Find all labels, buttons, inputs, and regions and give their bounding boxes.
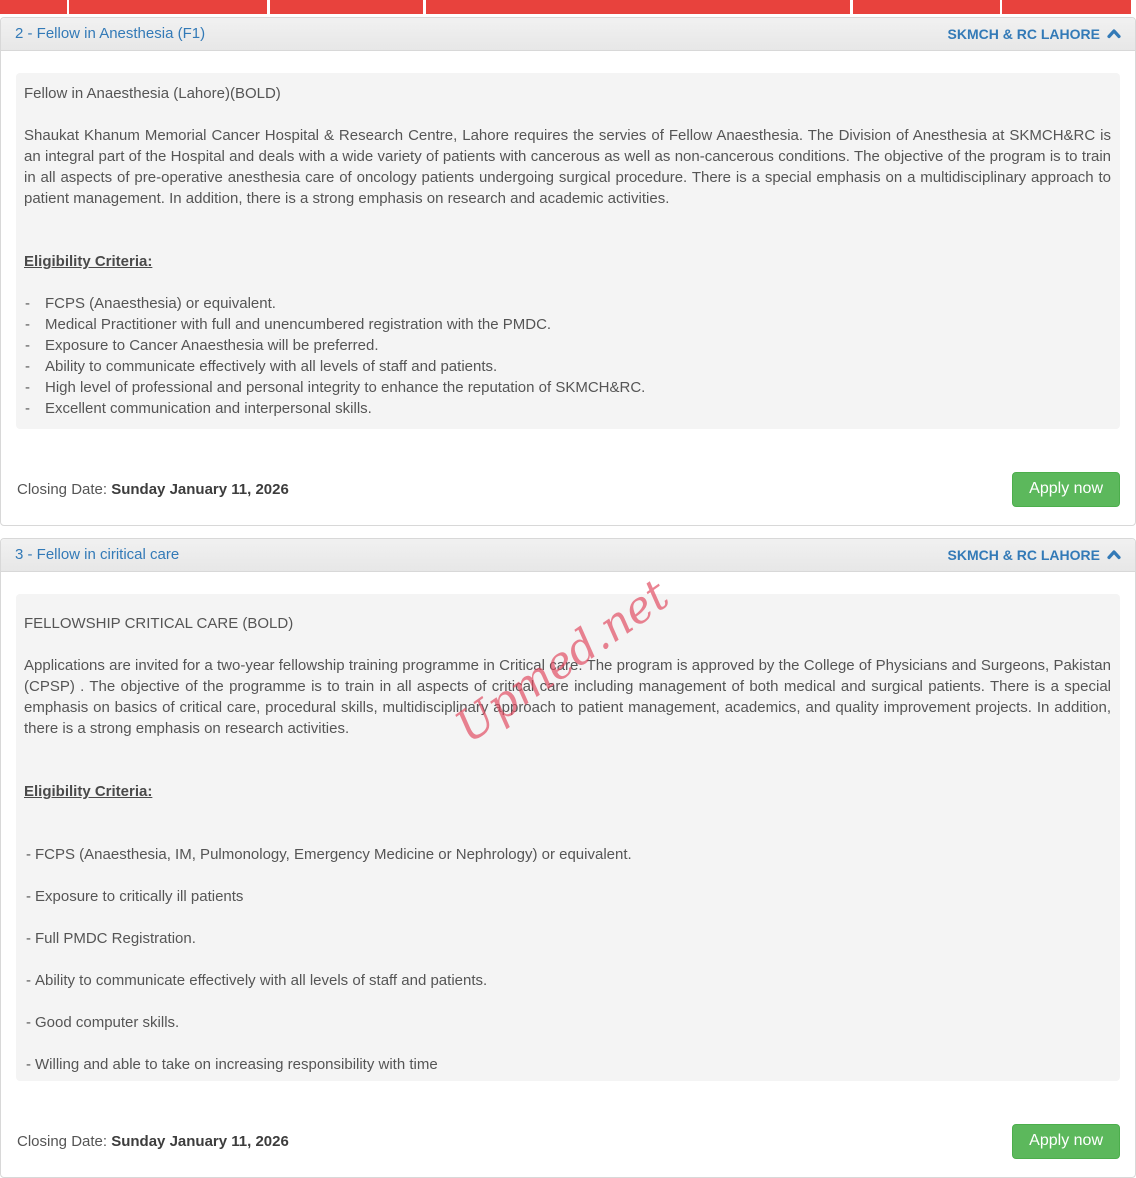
criteria-text: Exposure to critically ill patients [35,888,244,905]
job-description-box [16,569,1120,1081]
bullet-dash: - [25,379,30,396]
criteria-list [24,293,1111,419]
criteria-text: Full PMDC Registration. [35,930,196,947]
job-title[interactable]: 3 - Fellow in ciritical care [15,546,180,563]
job-location-toggle[interactable] [948,546,1121,563]
bullet-dash: - [26,1056,31,1073]
criteria-text: Medical Practitioner with full and unencumbered registration with the PMDC. [45,316,552,333]
apply-now-button[interactable]: Apply now [1012,1124,1120,1159]
criteria-item [24,293,1111,314]
criteria-text: High level of professional and personal integrity to enhance the reputation of SKMCH&RC. [45,379,646,396]
bullet-dash: - [26,972,31,989]
criteria-list [24,844,1111,1075]
chevron-up-icon[interactable] [1107,26,1121,42]
job-panel-anesthesia [0,17,1136,526]
job-post-description: Shaukat Khanum Memorial Cancer Hospital & Research Centre, Lahore requires the servies of Fellow Anaesthesia. The Division of Anesthesia at SKMCH&RC is an integral part of the Hospital and deals with a wide variety of patients with cancerous as well as non-cancerous conditions. The objective of the program is to train in all aspects of pre-operative anesthesia care of oncology patients undergoing surgical procedure. There is a special emphasis on a multidisciplinary approach to patient management. In addition, there is a strong emphasis on research and academic activities. [24,127,1111,207]
top-nav-bar [0,0,1136,14]
closing-row [16,472,1120,507]
upmed-watermark: Upmed.net [446,569,678,753]
eligibility-heading: Eligibility Criteria: [24,253,153,270]
closing-row [16,1124,1120,1159]
bullet-dash: - [26,888,31,905]
job-title[interactable]: 2 - Fellow in Anesthesia (F1) [15,25,206,42]
bullet-dash: - [25,358,30,375]
criteria-item [24,928,1111,949]
bullet-dash: - [25,337,30,354]
criteria-text: FCPS (Anaesthesia, IM, Pulmonology, Emergency Medicine or Nephrology) or equivalent. [35,846,632,863]
job-post-description: Applications are invited for a two-year fellowship training programme in Critical care. The program is approved by the College of Physicians and Surgeons, Pakistan (CPSP) . The objective of the programme is to train in all aspects of critical care including management of both medical and surgical patients. There is a special emphasis on basics of critical care, procedural skills, multidisciplinary approach to patient management, academics, and quality improvement projects. In addition, there is a strong emphasis on research activities. [24,657,1111,737]
criteria-item [24,335,1111,356]
criteria-item [24,970,1111,991]
bullet-dash: - [25,295,30,312]
bullet-dash: - [25,400,30,417]
job-description-box [16,73,1120,429]
closing-date [17,1133,289,1150]
criteria-item [24,398,1111,419]
job-panel-body [1,51,1135,525]
top-nav-segment[interactable] [0,0,67,14]
apply-now-button[interactable]: Apply now [1012,472,1120,507]
top-nav-segment[interactable] [853,0,1000,14]
job-panel-header[interactable] [1,18,1135,51]
job-post-heading: FELLOWSHIP CRITICAL CARE (BOLD) [24,615,294,632]
eligibility-heading: Eligibility Criteria: [24,783,153,800]
criteria-item [24,1012,1111,1033]
job-location-toggle[interactable] [948,25,1121,42]
job-panel-body [1,569,1135,1177]
criteria-text: Ability to communicate effectively with all levels of staff and patients. [35,972,488,989]
bullet-dash: - [26,846,31,863]
bullet-dash: - [25,316,30,333]
job-location-label: SKMCH & RC LAHORE [947,546,1100,563]
criteria-item [24,1054,1111,1075]
criteria-item [24,356,1111,377]
job-post-heading: Fellow in Anaesthesia (Lahore)(BOLD) [24,85,281,102]
top-nav-segment[interactable] [426,0,850,14]
job-panel-header[interactable] [1,539,1135,572]
job-location-label: SKMCH & RC LAHORE [947,25,1100,42]
criteria-text: Willing and able to take on increasing responsibility with time [35,1056,438,1073]
criteria-text: Good computer skills. [35,1014,180,1031]
criteria-text: FCPS (Anaesthesia) or equivalent. [45,295,276,312]
closing-date-value: Sunday January 11, 2026 [111,481,289,498]
top-nav-segment[interactable] [1002,0,1131,14]
top-nav-segment[interactable] [270,0,423,14]
criteria-text: Exposure to Cancer Anaesthesia will be preferred. [45,337,379,354]
criteria-text: Excellent communication and interpersonal skills. [45,400,372,417]
job-panel-critical-care [0,538,1136,1178]
closing-date-label: Closing Date: [17,481,108,498]
closing-date-label: Closing Date: [17,1133,108,1150]
criteria-item [24,314,1111,335]
top-nav-segment[interactable] [69,0,267,14]
chevron-up-icon[interactable] [1107,547,1121,563]
closing-date-value: Sunday January 11, 2026 [111,1133,289,1150]
criteria-text: Ability to communicate effectively with all levels of staff and patients. [45,358,498,375]
bullet-dash: - [26,930,31,947]
bullet-dash: - [26,1014,31,1031]
closing-date [17,481,289,498]
criteria-item [24,377,1111,398]
criteria-item [24,886,1111,907]
criteria-item [24,844,1111,865]
